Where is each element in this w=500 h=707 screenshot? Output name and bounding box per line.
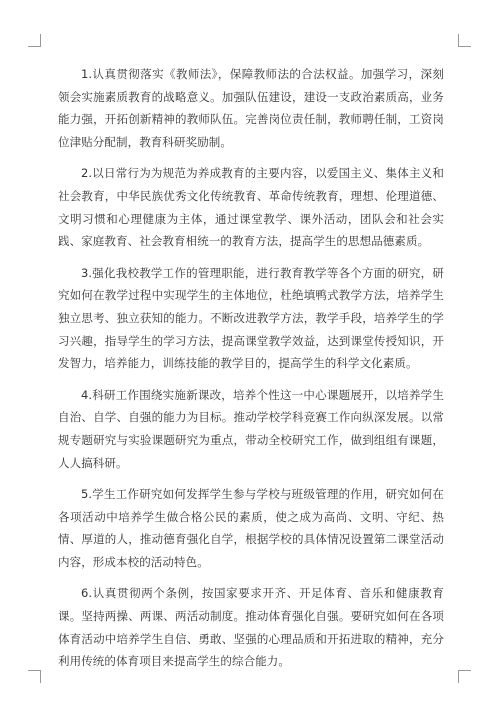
paragraph-2: 2.以日常行为为规范为养成教育的主要内容，以爱国主义、集体主义和社会教育，中华民族优秀文化传统教育、革命传统教育，理想、伦理道德、文明习惯和心理健康为主体，通过课堂教学、课外活动，团队会和社会实践、家庭教育、社会教育相统一的教育方法，提高学生的思想品德素质。 bbox=[58, 166, 444, 249]
document-body bbox=[58, 63, 444, 682]
crop-mark-bottom-left bbox=[28, 670, 41, 683]
crop-mark-top-right bbox=[458, 34, 471, 47]
paragraph-5: 5.学生工作研究如何发挥学生参与学校与班级管理的作用，研究如何在各项活动中培养学生做合格公民的素质，使之成为高尚、文明、守纪、热情、厚道的人，推动德育强化自学，根据学校的具体情况设置第二课堂活动内容，形成本校的活动特色。 bbox=[58, 487, 444, 569]
paragraph-4: 4.科研工作围绕实施新课改，培养个性这一中心课题展开，以培养学生自治、自学、自强的能力为目标。推动学校学科竞赛工作向纵深发展。以常规专题研究与实验课题研究为重点，带动全校研究工作，做到组组有课题，人人搞科研。 bbox=[58, 387, 444, 470]
crop-mark-top-left bbox=[28, 34, 41, 47]
paragraph-3: 3.强化我校教学工作的管理职能，进行教育教学等各个方面的研究，研究如何在教学过程中实现学生的主体地位，杜绝填鸭式教学方法，培养学生独立思考、独立获知的能力。不断改进教学方法，教学手段，培养学生的学习兴趣，指导学生的学习方法，提高课堂教学效益，达到课堂传授知识，开发智力，培养能力，训练技能的教学目的，提高学生的科学文化素质。 bbox=[58, 265, 444, 371]
paragraph-6: 6.认真贯彻两个条例，按国家要求开齐、开足体育、音乐和健康教育课。坚持两操、两课、两活动制度。推动体育强化自强。要研究如何在各项体育活动中培养学生自信、勇敢、坚强的心理品质和开拓进取的精神，充分利用传统的体育项目来提高学生的综合能力。 bbox=[58, 586, 444, 669]
crop-mark-bottom-right bbox=[458, 670, 471, 683]
paragraph-1: 1.认真贯彻落实《教师法》，保障教师法的合法权益。加强学习，深刻领会实施素质教育的战略意义。加强队伍建设，建设一支政治素质高，业务能力强，开拓创新精神的教师队伍。完善岗位责任制，教师聘任制，工资岗位津贴分配制，教育科研奖励制。 bbox=[58, 67, 444, 149]
